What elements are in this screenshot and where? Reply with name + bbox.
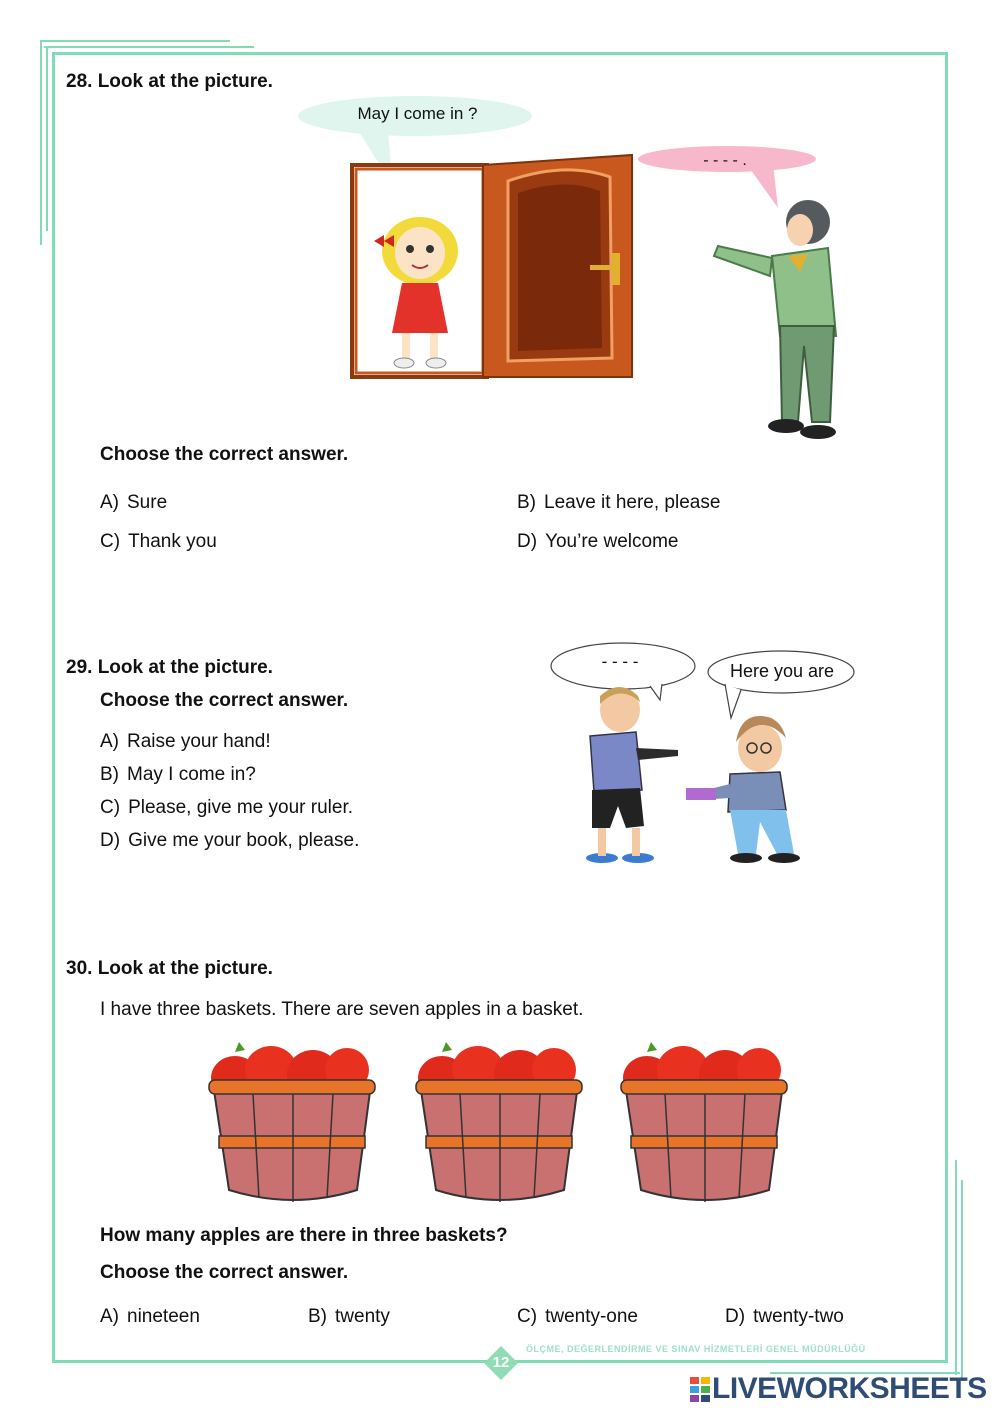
q28-title: Look at the picture. xyxy=(97,71,273,92)
option-text: twenty-two xyxy=(753,1306,844,1327)
q29-option-b[interactable] xyxy=(100,764,256,786)
option-text: twenty-one xyxy=(545,1306,639,1327)
q29-option-c[interactable] xyxy=(100,797,353,819)
apple-basket xyxy=(209,1042,375,1202)
option-letter: C) xyxy=(517,1306,538,1327)
q30-instruction: Choose the correct answer. xyxy=(100,1262,349,1283)
page-number: 12 xyxy=(492,1354,510,1371)
option-letter: C) xyxy=(100,797,121,818)
q29-right-bubble-text: Here you are xyxy=(729,661,835,681)
option-letter: D) xyxy=(100,830,121,851)
q28-door-illustration xyxy=(350,153,635,378)
option-letter: C) xyxy=(100,531,121,552)
q28-teacher-bubble-text: - - - - . xyxy=(703,152,747,169)
q30-option-a[interactable] xyxy=(100,1306,200,1328)
q30-apple-baskets-illustration xyxy=(205,1040,795,1210)
option-text: Raise your hand! xyxy=(127,731,271,752)
q29-instruction: Choose the correct answer. xyxy=(100,690,349,711)
option-text: nineteen xyxy=(127,1306,200,1327)
option-text: Give me your book, please. xyxy=(128,830,360,851)
q30-number: 30. xyxy=(66,958,93,979)
option-letter: D) xyxy=(725,1306,746,1327)
q28-option-d[interactable] xyxy=(517,531,679,553)
q28-number: 28. xyxy=(66,71,93,92)
q28-heading xyxy=(66,71,273,93)
option-text: Please, give me your ruler. xyxy=(128,797,354,818)
q28-option-a[interactable] xyxy=(100,492,167,514)
option-text: Leave it here, please xyxy=(544,492,721,513)
q29-option-a[interactable] xyxy=(100,731,271,753)
q28-option-b[interactable] xyxy=(517,492,720,514)
option-letter: B) xyxy=(517,492,536,513)
footer-organization: ÖLÇME, DEĞERLENDİRME VE SINAV HİZMETLERİ GENEL MÜDÜRLÜĞÜ xyxy=(526,1344,866,1354)
q30-option-c[interactable] xyxy=(517,1306,638,1328)
apple-basket xyxy=(621,1042,787,1202)
q30-heading xyxy=(66,958,273,980)
q30-title: Look at the picture. xyxy=(97,958,273,979)
apple-basket xyxy=(416,1042,582,1202)
option-letter: B) xyxy=(308,1306,327,1327)
option-text: Thank you xyxy=(128,531,217,552)
q29-number: 29. xyxy=(66,657,93,678)
q29-heading xyxy=(66,657,273,679)
q28-instruction: Choose the correct answer. xyxy=(100,444,349,465)
option-letter: A) xyxy=(100,492,119,513)
option-letter: D) xyxy=(517,531,538,552)
option-letter: A) xyxy=(100,1306,119,1327)
option-letter: A) xyxy=(100,731,119,752)
liveworksheets-logo[interactable] xyxy=(690,1372,987,1406)
q29-boys-illustration xyxy=(580,688,820,868)
option-text: You’re welcome xyxy=(545,531,679,552)
q30-question: How many apples are there in three baskets? xyxy=(100,1225,508,1246)
q30-option-b[interactable] xyxy=(308,1306,390,1328)
q28-option-c[interactable] xyxy=(100,531,217,553)
q29-left-bubble-text: - - - - xyxy=(601,652,639,671)
q30-statement: I have three baskets. There are seven apples in a basket. xyxy=(100,999,584,1020)
option-letter: B) xyxy=(100,764,119,785)
q30-option-d[interactable] xyxy=(725,1306,844,1328)
q29-option-d[interactable] xyxy=(100,830,359,852)
option-text: May I come in? xyxy=(127,764,256,785)
q29-title: Look at the picture. xyxy=(97,657,273,678)
option-text: Sure xyxy=(127,492,168,513)
q28-teacher-illustration xyxy=(708,196,848,446)
liveworksheets-logo-icon xyxy=(690,1375,712,1403)
q28-girl-bubble-text: May I come in ? xyxy=(357,104,478,123)
option-text: twenty xyxy=(335,1306,390,1327)
page-number-badge xyxy=(484,1346,518,1380)
liveworksheets-brand: LIVEWORKSHEETS xyxy=(712,1372,987,1405)
